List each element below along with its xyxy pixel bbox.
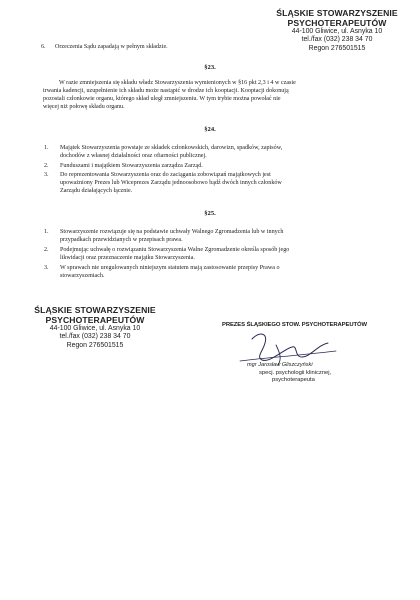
section-25-item-line: stowarzyszeniach. bbox=[60, 273, 105, 279]
signatory-role-line1: specj. psychologii klinicznej, bbox=[259, 370, 332, 376]
section-23-heading: §23. bbox=[204, 64, 216, 71]
stamp-phone: tel./fax (032) 238 34 70 bbox=[59, 333, 131, 341]
stamp-regon: Regon 276501515 bbox=[308, 44, 366, 52]
signatory-name: mgr Jarosław Gliszczyński bbox=[247, 362, 313, 368]
section-24-item-number: 2. bbox=[44, 163, 49, 169]
stamp-name-line2: PSYCHOTERAPEUTÓW bbox=[287, 18, 387, 29]
section-24-heading: §24. bbox=[204, 126, 216, 133]
stamp-address: 44-100 Gliwice, ul. Asnyka 10 bbox=[291, 28, 383, 36]
section-24-item-line: Funduszami i majątkiem Stowarzyszenia zarządza Zarząd. bbox=[60, 163, 203, 169]
stamp-name-line1: ŚLĄSKIE STOWARZYSZENIE bbox=[276, 8, 398, 18]
section-23-line: więcej niż połowę składu organu. bbox=[43, 104, 125, 110]
section-24-item-number: 1. bbox=[44, 145, 49, 151]
section-24-item-line: Majątek Stowarzyszenia powstaje ze składek członkowskich, darowizn, spadków, zapisów, bbox=[60, 145, 283, 151]
section-24-item-line: Do reprezentowania Stowarzyszenia oraz do zaciągania zobowiązań majątkowych jest bbox=[60, 172, 271, 178]
stamp-name-line1: ŚLĄSKIE STOWARZYSZENIE bbox=[34, 305, 156, 315]
organization-stamp-top bbox=[262, 8, 412, 53]
item-6-text: Orzeczenia Sądu zapadają w pełnym składzie. bbox=[55, 44, 168, 50]
section-24-item-line: dochodów z własnej działalności oraz ofiarności publicznej. bbox=[60, 153, 207, 159]
section-25-item-number: 3. bbox=[44, 265, 49, 271]
section-24-item-line: upoważniony Prezes lub Wiceprezes Zarządu jednoosobowo bądź dwóch innych członków bbox=[60, 180, 282, 186]
stamp-regon: Regon 276501515 bbox=[66, 341, 124, 349]
section-25-item-line: przypadkach przewidzianych w przepisach prawa. bbox=[60, 237, 183, 243]
section-25-item-line: W sprawach nie uregulowanych niniejszym statutem mają zastosowanie przepisy Prawa o bbox=[60, 265, 280, 271]
stamp-phone: tel./fax (032) 238 34 70 bbox=[301, 36, 373, 44]
stamp-name-line2: PSYCHOTERAPEUTÓW bbox=[45, 315, 145, 326]
section-23-line: W razie zmniejszenia się składu władz Stowarzyszenia wymienionych w §16 pkt 2,3 i 4 w czasie bbox=[59, 80, 296, 86]
section-25-heading: §25. bbox=[204, 210, 216, 217]
stamp-address: 44-100 Gliwice, ul. Asnyka 10 bbox=[49, 325, 141, 333]
section-25-item-line: Podejmując uchwałę o rozwiązaniu Stowarzyszenia Walne Zgromadzenie określa sposób jego bbox=[60, 247, 290, 253]
section-25-item-line: Stowarzyszenie rozwiązuje się na podstawie uchwały Walnego Zgromadzenia lub w innych bbox=[60, 229, 284, 235]
item-6-number: 6. bbox=[41, 44, 46, 50]
section-25-item-number: 2. bbox=[44, 247, 49, 253]
section-23-line: trwania kadencji, uzupełnienie ich składu może nastąpić w drodze ich kooptacji. Kooptacji dokonują bbox=[43, 88, 289, 94]
section-25-item-number: 1. bbox=[44, 229, 49, 235]
signatory-role-line2: psychoterapeuta bbox=[272, 377, 315, 383]
signature-stamp-title: PREZES ŚLĄSKIEGO STOW. PSYCHOTERAPEUTÓW bbox=[222, 322, 367, 328]
section-24-item-number: 3. bbox=[44, 172, 49, 178]
organization-stamp-bottom bbox=[20, 305, 170, 350]
section-25-item-line: likwidacji oraz przeznaczenie majątku Stowarzyszenia. bbox=[60, 255, 195, 261]
section-24-item-line: Zarządu działających łącznie. bbox=[60, 188, 133, 194]
section-23-line: pozostali członkowie organu, którego skład uległ zmniejszeniu. W tym trybie można powołać nie bbox=[43, 96, 281, 102]
